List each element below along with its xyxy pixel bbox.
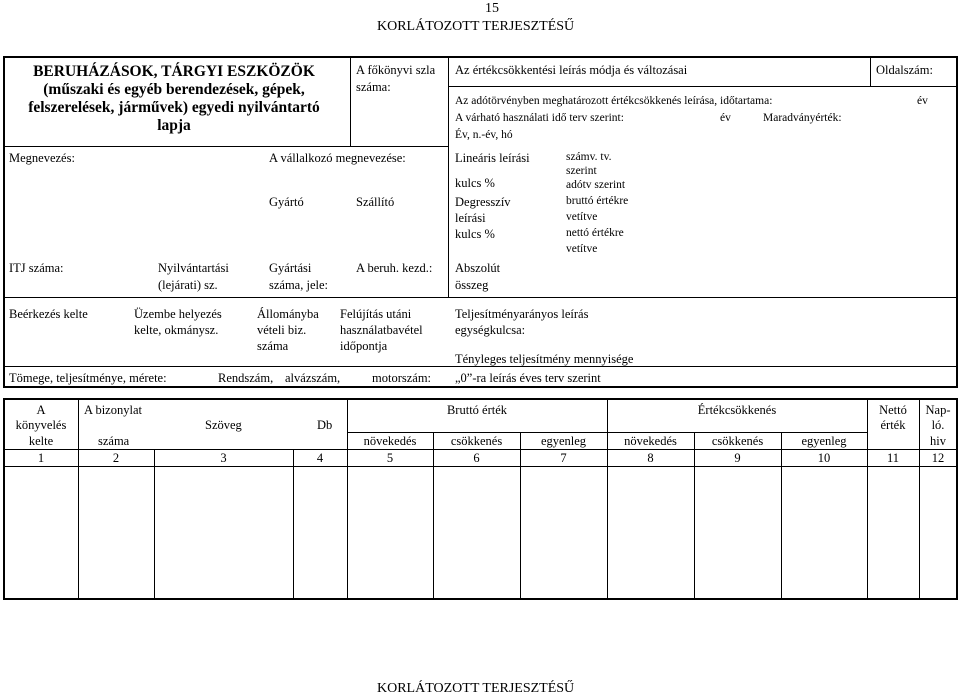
per-number-line-2: szerint xyxy=(566,165,597,177)
inventory-line-3: száma xyxy=(257,339,289,353)
divider xyxy=(293,449,294,599)
engine-label: motorszám: xyxy=(372,371,432,385)
arrival-date-label: Beérkezés kelte xyxy=(9,307,88,321)
commissioning-line-2: kelte, okmánysz. xyxy=(134,323,219,337)
period-label: Év, n.-év, hó xyxy=(455,129,513,141)
mass-label: Tömege, teljesítménye, mérete: xyxy=(9,371,167,385)
card-title-line-4: lapja xyxy=(157,117,191,134)
divider xyxy=(4,297,957,298)
manufacturer-label: Gyártó xyxy=(269,195,304,209)
tax-law-per-label: adótv szerint xyxy=(566,179,626,191)
company-label: A vállalkozó megnevezése: xyxy=(269,151,406,165)
col-journal-line-1: Nap- xyxy=(925,403,951,417)
col-text: Szöveg xyxy=(205,418,242,432)
actual-performance-label: Tényleges teljesítmény mennyisége xyxy=(455,352,634,366)
divider xyxy=(448,57,449,297)
card-title-line-1: BERUHÁZÁSOK, TÁRGYI ESZKÖZÖK xyxy=(33,63,315,80)
col-number: 5 xyxy=(386,451,394,465)
divider xyxy=(154,449,155,599)
degressive-line-1: Degresszív xyxy=(455,195,511,209)
registry-line-1: Nyilvántartási xyxy=(158,261,229,275)
page-count-label: Oldalszám: xyxy=(876,63,933,77)
renovation-line-2: használatbavétel xyxy=(340,323,423,337)
linear-rate-label: kulcs % xyxy=(455,176,495,190)
card-title-line-3: felszerelések, járművek) egyedi nyilvántartó xyxy=(28,99,320,116)
col-qty: Db xyxy=(317,418,333,432)
col-document-line-2: száma xyxy=(98,434,130,448)
group-depreciation: Értékcsökkenés xyxy=(697,403,777,417)
divider xyxy=(347,399,348,599)
page-number: 15 xyxy=(485,1,499,16)
chassis-label: alvázszám, xyxy=(285,371,341,385)
restriction-header: KORLÁTOZOTT TERJESZTÉSŰ xyxy=(377,19,575,34)
col-document-line-1: A bizonylat xyxy=(84,403,142,417)
degressive-line-2: leírási xyxy=(455,211,486,225)
sub-increase-depr: növekedés xyxy=(624,434,677,448)
investment-start-label: A beruh. kezd.: xyxy=(356,261,433,275)
gross-based-line-1: bruttó értékre xyxy=(566,195,629,207)
per-number-line-1: számv. tv. xyxy=(566,151,612,163)
col-number: 12 xyxy=(931,451,945,465)
absolute-line-1: Abszolút xyxy=(455,261,501,275)
depreciation-header: Az értékcsökkentési leírás módja és változásai xyxy=(455,63,688,77)
inventory-line-2: vételi biz. xyxy=(257,323,307,337)
col-number: 8 xyxy=(647,451,654,465)
divider xyxy=(870,57,871,87)
manufacture-line-1: Gyártási xyxy=(269,261,312,275)
col-journal-line-2: ló. xyxy=(931,418,945,432)
restriction-footer: KORLÁTOZOTT TERJESZTÉSŰ xyxy=(377,681,575,696)
itj-label: ITJ száma: xyxy=(9,261,64,275)
col-number: 3 xyxy=(220,451,227,465)
manufacture-line-2: száma, jele: xyxy=(269,278,328,292)
name-label: Megnevezés: xyxy=(9,151,75,165)
useful-life-unit: év xyxy=(720,112,731,124)
ledger-table-frame xyxy=(3,398,958,600)
sub-balance-depr: egyenleg xyxy=(801,434,847,448)
col-number: 1 xyxy=(37,451,45,465)
col-number: 11 xyxy=(886,451,900,465)
absolute-line-2: összeg xyxy=(455,278,489,292)
col-number: 10 xyxy=(817,451,831,465)
divider xyxy=(78,399,79,599)
sub-increase: növekedés xyxy=(363,434,417,448)
performance-line-1: Teljesítményarányos leírás xyxy=(455,307,589,321)
col-number: 9 xyxy=(734,451,741,465)
renovation-line-3: időpontja xyxy=(340,339,388,353)
col-number: 7 xyxy=(560,451,567,465)
renovation-line-1: Felújítás utáni xyxy=(340,307,412,321)
divider xyxy=(4,366,957,367)
divider xyxy=(448,86,957,87)
inventory-line-1: Állományba xyxy=(257,307,319,321)
registry-line-2: (lejárati) sz. xyxy=(158,278,218,292)
divider xyxy=(607,399,608,599)
commissioning-line-1: Üzembe helyezés xyxy=(134,307,222,321)
col-number: 6 xyxy=(473,451,480,465)
plate-label: Rendszám, xyxy=(218,371,274,385)
divider xyxy=(4,449,957,450)
tax-law-unit: év xyxy=(917,95,928,107)
card-title-line-2: (műszaki és egyéb berendezések, gépek, xyxy=(43,81,305,98)
col-net-line-2: érték xyxy=(880,418,906,432)
useful-life-label: A várható használati idő terv szerint: xyxy=(455,112,624,124)
divider xyxy=(4,146,448,147)
sub-decrease: csökkenés xyxy=(450,434,503,448)
linear-label: Lineáris leírási xyxy=(455,151,530,165)
ledger-account-label-2: száma: xyxy=(356,80,391,94)
col-number: 4 xyxy=(316,451,324,465)
divider xyxy=(350,57,351,147)
col-booking-line-1: A xyxy=(36,403,46,417)
net-based-line-1: nettó értékre xyxy=(566,227,624,239)
sub-decrease-depr: csökkenés xyxy=(711,434,764,448)
residual-value-label: Maradványérték: xyxy=(763,112,842,124)
ledger-account-label: A főkönyvi szla xyxy=(356,63,436,77)
degressive-line-3: kulcs % xyxy=(455,227,495,241)
col-booking-line-3: kelte xyxy=(28,434,54,448)
supplier-label: Szállító xyxy=(356,195,395,209)
col-journal-line-3: hiv xyxy=(930,434,946,448)
group-gross-value: Bruttó érték xyxy=(446,403,508,417)
gross-based-line-2: vetítve xyxy=(566,211,598,223)
col-net-line-1: Nettó xyxy=(879,403,907,417)
zero-writeoff-label: „0”-ra leírás éves terv szerint xyxy=(455,371,601,385)
sub-balance: egyenleg xyxy=(540,434,587,448)
performance-line-2: egységkulcsa: xyxy=(455,323,526,337)
net-based-line-2: vetítve xyxy=(566,243,598,255)
tax-law-line: Az adótörvényben meghatározott értékcsökkenés leírása, időtartama: xyxy=(455,95,773,107)
divider xyxy=(4,466,957,467)
col-number: 2 xyxy=(112,451,120,465)
col-booking-line-2: könyvelés xyxy=(15,418,67,432)
